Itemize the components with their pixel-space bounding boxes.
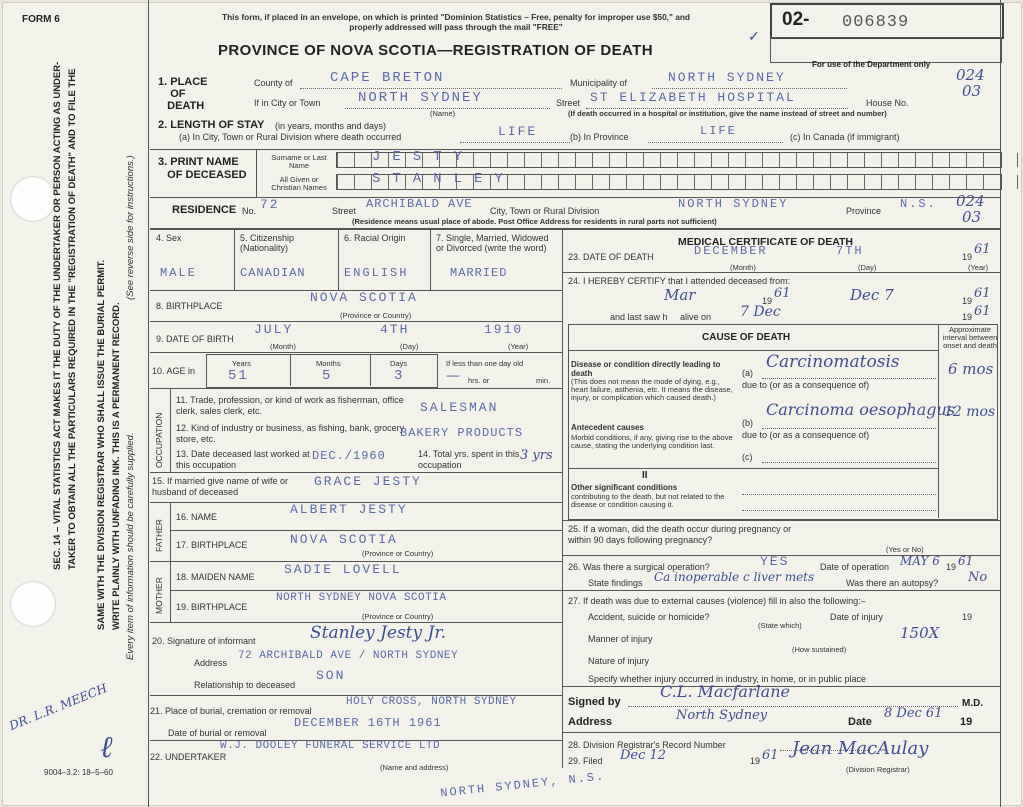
industry-value: BAKERY PRODUCTS: [400, 426, 524, 440]
letter-cell: [626, 175, 643, 189]
last-saw-alive: alive on: [680, 312, 712, 322]
letter-cell: [847, 175, 864, 189]
sidebar-instruction-6: (See reverse side for instructions.): [125, 155, 136, 300]
residence-no-label: No.: [242, 206, 257, 216]
letter-cell: [983, 175, 1000, 189]
punch-hole-top: [10, 176, 56, 222]
street-label: Street: [556, 98, 581, 108]
dob-day-caption: (Day): [400, 342, 419, 351]
death-year-value: 61: [974, 242, 991, 257]
letter-cell: [473, 153, 490, 167]
cause-c-letter: (c): [742, 452, 753, 462]
letter-cell: [966, 175, 983, 189]
interval-divider: [938, 324, 939, 518]
municipality-value: NORTH SYDNEY: [668, 70, 786, 85]
letter-cell: [932, 153, 949, 167]
dob-label: 9. DATE OF BIRTH: [156, 334, 234, 344]
age-years-label: Years: [232, 359, 251, 368]
state-which-caption: (State which): [758, 621, 802, 630]
sex-label: 4. Sex: [156, 233, 182, 243]
spouse-label: 15. If married give name of wife or husband of deceased: [152, 476, 289, 497]
letter-cell: [643, 153, 660, 167]
birthplace-caption: (Province or Country): [340, 311, 412, 320]
left-margin-rule: [148, 0, 149, 807]
county-line: [300, 88, 562, 89]
right-border: [1000, 0, 1001, 807]
trade-label: 11. Trade, profession, or kind of work as fisherman, office clerk, sales clerk, etc.: [176, 395, 404, 416]
section-two-label: II: [642, 470, 648, 481]
physician-date-year: 19: [960, 716, 973, 728]
county-label: County of: [254, 78, 293, 88]
surname-label: Surname or Last Name: [271, 153, 327, 170]
stay-province-value: LIFE: [700, 124, 737, 138]
last-saw-label: and last saw h: [610, 312, 668, 322]
letter-cell: [609, 153, 626, 167]
residence-no-value: 72: [260, 197, 280, 212]
letter-cell: [711, 153, 728, 167]
citizenship-label: 5. Citizenship (Nationality): [240, 233, 295, 253]
form-title: PROVINCE OF NOVA SCOTIA—REGISTRATION OF DEATH: [218, 42, 653, 59]
letter-cell: [626, 153, 643, 167]
parent-divider: [170, 502, 171, 622]
part-two-rule: [568, 468, 938, 469]
other-conditions-label: Other significant conditions: [571, 483, 678, 492]
accident-label: Accident, suicide or homicide?: [588, 612, 710, 622]
letter-cell: [711, 175, 728, 189]
letter-cell: [592, 175, 609, 189]
letter-cell: [558, 175, 575, 189]
min-label: min.: [536, 376, 551, 385]
burial-place-label: 21. Place of burial, cremation or removal: [150, 706, 312, 716]
disease-label: Disease or condition directly leading to death: [571, 360, 721, 378]
last-saw-date: 7 Dec: [740, 304, 781, 320]
length-of-stay-label: 2. LENGTH OF STAY: [158, 119, 265, 131]
length-of-stay-unit: (in years, months and days): [275, 121, 387, 131]
letter-cell: [966, 153, 983, 167]
municipality-line: [652, 88, 847, 89]
letter-cell: [813, 153, 830, 167]
physician-address-label: Address: [568, 716, 613, 728]
residence-street-label: Street: [332, 206, 357, 216]
physician-signature: C.L. Macfarlane: [660, 682, 790, 701]
citizenship-divider: [338, 228, 339, 290]
surgery-bottom-rule: [562, 590, 1000, 591]
occupation-side-label: OCCUPATION: [154, 412, 164, 468]
letter-cell: [881, 175, 898, 189]
form-number: FORM 6: [22, 14, 60, 25]
letter-cell: [813, 175, 830, 189]
municipality-label: Municipality of: [570, 78, 628, 88]
yes-no-caption: (Yes or No): [886, 545, 924, 554]
letter-cell: [728, 175, 745, 189]
stay-province-label: (b) In Province: [570, 132, 629, 142]
mother-maiden-value: SADIE LOVELL: [284, 562, 402, 577]
age-months-divider: [370, 354, 371, 386]
department-use-label: For use of the Department only: [812, 60, 931, 69]
residence-note: (Residence means usual place of abode. Post Office Address for residents in rural parts not sufficient): [352, 217, 717, 226]
burial-date-value: DECEMBER 16TH 1961: [294, 716, 442, 730]
letter-cell: [490, 153, 507, 167]
row-10-bottom: [150, 388, 562, 389]
cause-a-value: Carcinomatosis: [766, 352, 900, 372]
dob-month-caption: (Month): [270, 342, 296, 351]
letter-cell: [830, 175, 847, 189]
letter-cell: [762, 175, 779, 189]
residence-province-value: N.S.: [900, 197, 937, 211]
city-label: If in City or Town: [254, 98, 321, 108]
physician-date-label: Date: [848, 716, 872, 728]
department-code-4: 03: [962, 208, 982, 226]
interval-b-value: 12 mos: [944, 404, 996, 420]
cause-c-line: [762, 462, 936, 463]
certify-label: 24. I HEREBY CERTIFY that I attended deceased from:: [568, 276, 791, 286]
letter-cell: [507, 153, 524, 167]
letter-cell: [864, 175, 881, 189]
residence-street-value: ARCHIBALD AVE: [366, 197, 473, 211]
filed-year: 61: [762, 748, 779, 763]
mother-side-label: MOTHER: [154, 577, 164, 614]
informant-address-value: 72 ARCHIBALD AVE / NORTH SYDNEY: [238, 650, 459, 662]
letter-cell: [847, 153, 864, 167]
undertaker-address: NORTH SYDNEY, N.S.: [439, 769, 606, 801]
relationship-value: SON: [316, 668, 346, 683]
sidebar-instruction-4: WRITE PLAINLY WITH UNFADING INK. THIS IS A PERMANENT RECORD.: [111, 302, 122, 630]
attended-from-prefix: 19: [762, 296, 773, 306]
autopsy-value: No: [968, 570, 988, 585]
informant-signature: Stanley Jesty Jr.: [310, 623, 446, 643]
hrs-label: hrs. or: [468, 376, 490, 385]
mother-birthplace-label: 19. BIRTHPLACE: [176, 602, 248, 612]
department-code-2: 03: [962, 82, 982, 100]
letter-cell: [660, 153, 677, 167]
age-days-value: 3: [394, 368, 405, 384]
interval-a-value: 6 mos: [948, 360, 994, 378]
md-label: M.D.: [962, 698, 984, 709]
death-year-caption: (Year): [968, 263, 989, 272]
stay-city-label: (a) In City, Town or Rural Division where death occurred: [179, 132, 402, 142]
sex-value: MALE: [160, 266, 197, 280]
name-label-divider: [256, 149, 257, 197]
letter-cell: [524, 175, 541, 189]
less-than-day-dash: —: [446, 368, 460, 384]
given-names-value: STANLEY: [372, 171, 515, 187]
death-month-value: DECEMBER: [694, 244, 768, 258]
letter-cell: [677, 153, 694, 167]
age-label: 10. AGE in: [152, 366, 196, 376]
birthplace-label: 8. BIRTHPLACE: [156, 301, 223, 311]
letter-cell: [898, 153, 915, 167]
filed-date: Dec 12: [620, 748, 667, 763]
name-section-top-rule: [150, 149, 1000, 150]
letter-cell: [609, 175, 626, 189]
mother-birthplace-caption: (Province or Country): [362, 612, 434, 621]
place-of-death-label: 1. PLACE OF DEATH: [158, 76, 208, 112]
surgery-value: YES: [760, 554, 790, 569]
cause-a-line: [762, 378, 936, 379]
informant-label: 20. Signature of informant: [152, 636, 256, 646]
operation-date-value: MAY 6: [900, 554, 940, 568]
trade-value: SALESMAN: [420, 400, 499, 415]
dob-year: 1910: [484, 322, 524, 337]
letter-cell: [796, 175, 813, 189]
letter-cell: [915, 153, 932, 167]
age-months-value: 5: [322, 368, 333, 384]
undertaker-caption: (Name and address): [380, 763, 449, 772]
other-line-2: [742, 510, 936, 511]
pregnancy-label: 25. If a woman, did the death occur during pregnancy or within 90 days following pregnancy?: [568, 524, 792, 545]
findings-label: State findings: [588, 578, 643, 588]
letter-cell: [575, 153, 592, 167]
physician-date: 8 Dec 61: [884, 706, 943, 721]
cause-title: CAUSE OF DEATH: [702, 332, 791, 343]
stay-city-value: LIFE: [498, 124, 538, 139]
age-months-label: Months: [316, 359, 341, 368]
death-year-prefix: 19: [962, 252, 973, 262]
attended-from-month: Mar: [664, 286, 696, 304]
letter-cell: [762, 153, 779, 167]
burial-date-label: Date of burial or removal: [168, 728, 267, 738]
letter-cell: [745, 175, 762, 189]
total-years-value: 3 yrs: [520, 448, 553, 463]
city-caption: (Name): [430, 109, 456, 118]
filed-label: 29. Filed: [568, 756, 603, 766]
racial-label: 6. Racial Origin: [344, 233, 406, 243]
filed-year-prefix: 19: [750, 756, 761, 766]
physician-address: North Sydney: [676, 708, 768, 723]
attended-to-year: 61: [974, 286, 991, 301]
letter-cell: [898, 175, 915, 189]
cause-b-line: [762, 428, 936, 429]
envelope-note: This form, if placed in an envelope, on which is printed "Dominion Statistics – Free, penalty for improper use $50," and properly addressed will pass through the mail "FREE": [222, 12, 690, 32]
due-to-b: due to (or as a consequence of): [742, 430, 870, 440]
margin-initial: ℓ: [100, 730, 113, 765]
sidebar-instruction-2: TAKER TO OBTAIN ALL THE PARTICULARS REQUIRED IN THE "REGISTRATION OF DEATH" AND TO FILE THE: [67, 68, 78, 570]
letter-cell: [694, 153, 711, 167]
specify-label: Specify whether injury occurred in industry, in home, or in public place: [588, 674, 866, 684]
name-section-label: 3. PRINT NAME OF DECEASED: [158, 156, 247, 181]
letter-cell: [677, 175, 694, 189]
age-years-value: 51: [228, 368, 249, 384]
letter-cell: [830, 153, 847, 167]
manner-label: Manner of injury: [588, 634, 653, 644]
letter-cell: [575, 175, 592, 189]
nature-label: Nature of injury: [588, 656, 650, 666]
antecedent-label: Antecedent causes: [571, 423, 644, 432]
due-to-a: due to (or as a consequence of): [742, 380, 870, 390]
age-years-divider: [290, 354, 291, 386]
cause-a-letter: (a): [742, 368, 753, 378]
sidebar-instruction-5: Every item of information should be carefully supplied.: [125, 432, 136, 660]
county-value: CAPE BRETON: [330, 70, 445, 86]
letter-cell: [592, 153, 609, 167]
sidebar-instruction-1: SEC. 14 – VITAL STATISTICS ACT MAKES IT THE DUTY OF THE UNDERTAKER OR PERSON ACTING AS UNDER-: [52, 61, 63, 570]
attended-to-date: Dec 7: [850, 286, 894, 304]
spouse-value: GRACE JESTY: [314, 474, 422, 489]
racial-divider: [430, 228, 431, 290]
dob-year-caption: (Year): [508, 342, 529, 351]
age-days-label: Days: [390, 359, 408, 368]
other-line-1: [742, 494, 936, 495]
other-conditions-note: contributing to the death, but not related to the disease or condition causing it.: [571, 492, 725, 509]
letter-cell: [643, 175, 660, 189]
marital-value: MARRIED: [450, 266, 508, 280]
industry-label: 12. Kind of industry or business, as fishing, bank, grocery store, etc.: [176, 423, 405, 444]
letter-cell: [1017, 175, 1023, 189]
signed-bottom-rule: [562, 732, 1000, 733]
department-code-1: 024: [956, 66, 985, 84]
margin-note: DR. L.R. MEECH: [7, 680, 110, 734]
injury-date-label: Date of injury: [830, 612, 884, 622]
surgery-label: 26. Was there a surgical operation?: [568, 562, 710, 572]
registrar-signature: Jean MacAulay: [792, 738, 929, 759]
registrar-caption: (Division Registrar): [846, 765, 910, 774]
attended-to-prefix: 19: [962, 296, 973, 306]
last-worked-value: DEC./1960: [312, 449, 386, 463]
manner-value: 150X: [900, 624, 940, 642]
hospital-note: (If death occurred in a hospital or institution, give the name instead of street and number): [568, 109, 887, 118]
how-sustained-caption: (How sustained): [792, 645, 847, 654]
disease-note: (This does not mean the mode of dying, e.g., heart failure, asthenia, etc. It means the disease, injury, or complication which caused death.): [571, 377, 733, 402]
operation-date-label: Date of operation: [820, 562, 890, 572]
column-divider: [562, 228, 563, 768]
letter-cell: [694, 175, 711, 189]
death-date-rule: [562, 272, 1000, 273]
surname-value: JESTY: [372, 149, 475, 165]
letter-cell: [354, 153, 371, 167]
last-saw-prefix: 19: [962, 312, 973, 322]
injury-year-prefix: 19: [962, 612, 973, 622]
letter-cell: [337, 175, 354, 189]
total-years-label: 14. Total yrs. spent in this occupation: [418, 449, 520, 470]
house-number-label: House No.: [866, 98, 909, 108]
cause-b-value: Carcinoma oesophagus: [766, 400, 956, 419]
racial-value: ENGLISH: [344, 266, 409, 280]
letter-cell: [1000, 175, 1017, 189]
sex-divider: [234, 228, 235, 290]
external-causes-label: 27. If death was due to external causes (violence) fill in also the following:–: [568, 596, 866, 606]
father-birthplace-label: 17. BIRTHPLACE: [176, 540, 248, 550]
relationship-label: Relationship to deceased: [194, 680, 296, 690]
undertaker-value: W.J. DOOLEY FUNERAL SERVICE LTD: [220, 740, 441, 752]
check-mark: ✓: [748, 28, 760, 44]
given-names-label: All Given or Christian Names: [271, 175, 327, 192]
mother-maiden-label: 18. MAIDEN NAME: [176, 572, 255, 582]
letter-cell: [779, 153, 796, 167]
findings-value: Ca inoperable c liver mets: [654, 570, 815, 584]
stay-canada-label: (c) In Canada (if immigrant): [790, 132, 900, 142]
letter-cell: [745, 153, 762, 167]
father-name-value: ALBERT JESTY: [290, 502, 408, 517]
death-day-value: 7TH: [836, 244, 864, 258]
record-number-label: 28. Division Registrar's Record Number: [568, 740, 726, 750]
autopsy-label: Was there an autopsy?: [846, 578, 939, 588]
father-birthplace-caption: (Province or Country): [362, 549, 434, 558]
occupation-divider: [170, 388, 171, 472]
mother-birthplace-value: NORTH SYDNEY NOVA SCOTIA: [276, 592, 447, 604]
letter-cell: [524, 153, 541, 167]
letter-cell: [881, 153, 898, 167]
informant-address-label: Address: [194, 658, 228, 668]
cause-bottom-rule: [562, 520, 1000, 521]
letter-cell: [983, 153, 1000, 167]
residence-label: RESIDENCE: [172, 204, 237, 216]
operation-year-prefix: 19: [946, 562, 957, 572]
letter-cell: [949, 153, 966, 167]
letter-cell: [541, 153, 558, 167]
letter-cell: [660, 175, 677, 189]
letter-cell: [354, 175, 371, 189]
undertaker-label: 22. UNDERTAKER: [150, 752, 227, 762]
letter-cell: [337, 153, 354, 167]
mother-mid-rule: [170, 590, 562, 591]
death-date-label: 23. DATE OF DEATH: [568, 252, 654, 262]
residence-bottom-rule: [150, 228, 1000, 230]
registration-number: 006839: [842, 13, 910, 32]
letter-cell: [779, 175, 796, 189]
residence-province-label: Province: [846, 206, 882, 216]
punch-hole-bottom: [10, 581, 56, 627]
medical-title: MEDICAL CERTIFICATE OF DEATH: [678, 236, 853, 248]
letter-cell: [1017, 153, 1023, 167]
father-birthplace-value: NOVA SCOTIA: [290, 532, 398, 547]
operation-year-value: 61: [958, 554, 974, 568]
city-value: NORTH SYDNEY: [358, 90, 483, 106]
father-side-label: FATHER: [154, 519, 164, 552]
sidebar-instruction-3: SAME WITH THE DIVISION REGISTRAR WHO SHALL ISSUE THE BURIAL PERMIT.: [96, 259, 107, 630]
father-mid-rule: [170, 530, 562, 531]
street-value: ST ELIZABETH HOSPITAL: [590, 90, 796, 105]
letter-cell: [1000, 153, 1017, 167]
marital-label: 7. Single, Married, Widowed or Divorced (write the word): [436, 233, 549, 253]
cause-header-rule: [568, 350, 938, 351]
department-code-3: 024: [956, 192, 985, 210]
attended-from-year: 61: [774, 286, 791, 301]
footer-code: 9004–3.2: 18–5–60: [44, 768, 113, 777]
stay-province-line: [648, 142, 783, 143]
letter-cell: [932, 175, 949, 189]
letter-cell: [728, 153, 745, 167]
birthplace-value: NOVA SCOTIA: [310, 290, 418, 305]
residence-city-value: NORTH SYDNEY: [678, 197, 789, 211]
row-occupation-bottom: [150, 472, 562, 473]
letter-cell: [558, 153, 575, 167]
citizenship-value: CANADIAN: [240, 266, 306, 280]
stay-city-line: [460, 142, 570, 143]
last-saw-year: 61: [974, 304, 991, 319]
letter-cell: [864, 153, 881, 167]
dob-month: JULY: [254, 322, 294, 337]
death-month-caption: (Month): [730, 263, 756, 272]
dob-day: 4TH: [380, 322, 410, 337]
interval-title: Approximate interval between onset and death: [942, 325, 998, 350]
row-9-bottom: [150, 352, 562, 353]
father-name-label: 16. NAME: [176, 512, 218, 522]
letter-cell: [915, 175, 932, 189]
signed-by-label: Signed by: [568, 696, 621, 708]
registration-prefix: 02-: [782, 9, 810, 30]
last-worked-label: 13. Date deceased last worked at this occupation: [176, 449, 310, 470]
letter-cell: [796, 153, 813, 167]
letter-cell: [949, 175, 966, 189]
less-than-day-label: If less than one day old: [446, 359, 524, 368]
burial-place-value: HOLY CROSS, NORTH SYDNEY: [346, 696, 517, 708]
residence-city-label: City, Town or Rural Division: [490, 206, 600, 216]
death-day-caption: (Day): [858, 263, 877, 272]
cause-b-letter: (b): [742, 418, 753, 428]
antecedent-note: Morbid conditions, if any, giving rise to the above cause, stating the underlying condition last.: [571, 433, 733, 450]
letter-cell: [541, 175, 558, 189]
